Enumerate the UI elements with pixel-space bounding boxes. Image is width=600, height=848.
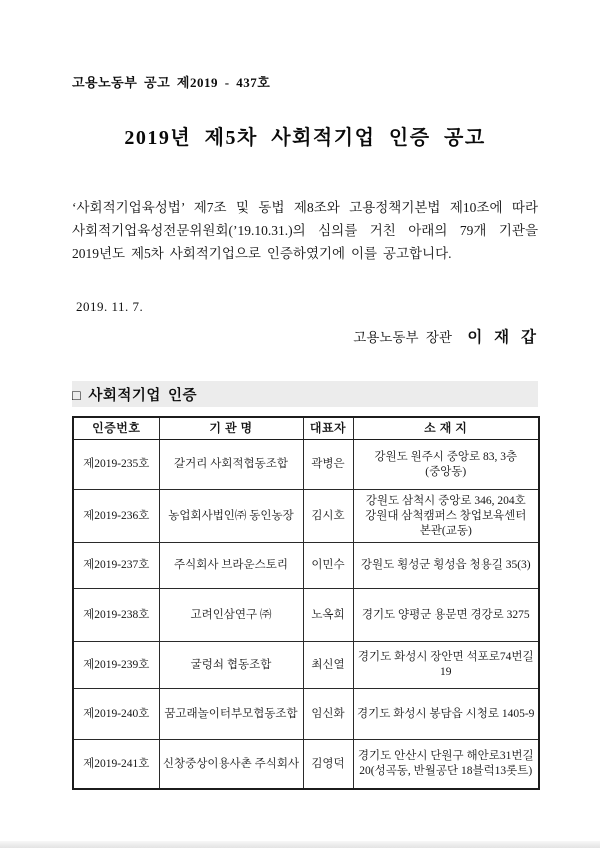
column-header-org-name: 기 관 명 [159, 417, 303, 440]
org-name-cell: 꿈고래놀이터부모협동조합 [159, 689, 303, 740]
table-row [73, 589, 539, 642]
table-header-row [73, 417, 539, 440]
cert-no-cell: 제2019-241호 [73, 740, 159, 790]
address-cell: 강원도 횡성군 횡성읍 청용길 35(3) [353, 543, 539, 589]
signature-title: 고용노동부 장관 [353, 330, 452, 345]
representative-cell: 곽병은 [303, 440, 353, 490]
representative-cell: 김영덕 [303, 740, 353, 790]
cert-no-cell: 제2019-235호 [73, 440, 159, 490]
column-header-representative: 대표자 [303, 417, 353, 440]
representative-cell: 김시호 [303, 490, 353, 543]
cert-no-cell: 제2019-236호 [73, 490, 159, 543]
notice-number: 고용노동부 공고 제2019 - 437호 [72, 75, 271, 90]
address-cell: 경기도 양평군 용문면 경강로 3275 [353, 589, 539, 642]
table-row [73, 642, 539, 689]
representative-cell: 최신열 [303, 642, 353, 689]
page-bottom-edge [0, 841, 600, 848]
document-title: 2019년 제5차 사회적기업 인증 공고 [124, 127, 486, 149]
section-header-band [72, 381, 538, 407]
section-title: □ 사회적기업 인증 [72, 387, 198, 404]
cert-no-cell: 제2019-237호 [73, 543, 159, 589]
column-header-cert-no: 인증번호 [73, 417, 159, 440]
org-name-cell: 농업회사법인㈜ 동인농장 [159, 490, 303, 543]
org-name-cell: 고려인삼연구 ㈜ [159, 589, 303, 642]
table-row [73, 543, 539, 589]
org-name-cell: 굴렁쇠 협동조합 [159, 642, 303, 689]
signature-line [72, 325, 538, 347]
table-row [73, 689, 539, 740]
org-name-cell: 신창중상이용사촌 주식회사 [159, 740, 303, 790]
org-name-cell: 주식회사 브라운스토리 [159, 543, 303, 589]
representative-cell: 임신화 [303, 689, 353, 740]
org-name-cell: 갈거리 사회적협동조합 [159, 440, 303, 490]
address-cell: 경기도 화성시 봉담읍 시청로 1405-9 [353, 689, 539, 740]
cert-no-cell: 제2019-239호 [73, 642, 159, 689]
column-header-address: 소 재 지 [353, 417, 539, 440]
representative-cell: 노옥희 [303, 589, 353, 642]
address-cell: 경기도 화성시 장안면 석포로74번길 19 [353, 642, 539, 689]
table-row [73, 440, 539, 490]
table-row [73, 490, 539, 543]
body-paragraph: ‘사회적기업육성법’ 제7조 및 동법 제8조와 고용정책기본법 제10조에 따라 사회적기업육성전문위원회(’19.10.31.)의 심의를 거친 아래의 79개 기관을 2019년도 제5차 사회적기업으로 인증하였기에 이를 공고합니다. [72, 200, 538, 261]
cert-no-cell: 제2019-238호 [73, 589, 159, 642]
announcement-date: 2019. 11. 7. [76, 299, 144, 314]
signature-name: 이 재 갑 [467, 329, 538, 346]
table-row [73, 740, 539, 790]
address-cell: 강원도 원주시 중앙로 83, 3층(중앙동) [353, 440, 539, 490]
address-cell: 강원도 삼척시 중앙로 346, 204호 강원대 삼척캠퍼스 창업보육센터 본관(교동) [353, 490, 539, 543]
cert-no-cell: 제2019-240호 [73, 689, 159, 740]
representative-cell: 이민수 [303, 543, 353, 589]
address-cell: 경기도 안산시 단원구 해안로31번길 20(성곡동, 반월공단 18블럭13롯트) [353, 740, 539, 790]
certification-table [72, 416, 540, 790]
